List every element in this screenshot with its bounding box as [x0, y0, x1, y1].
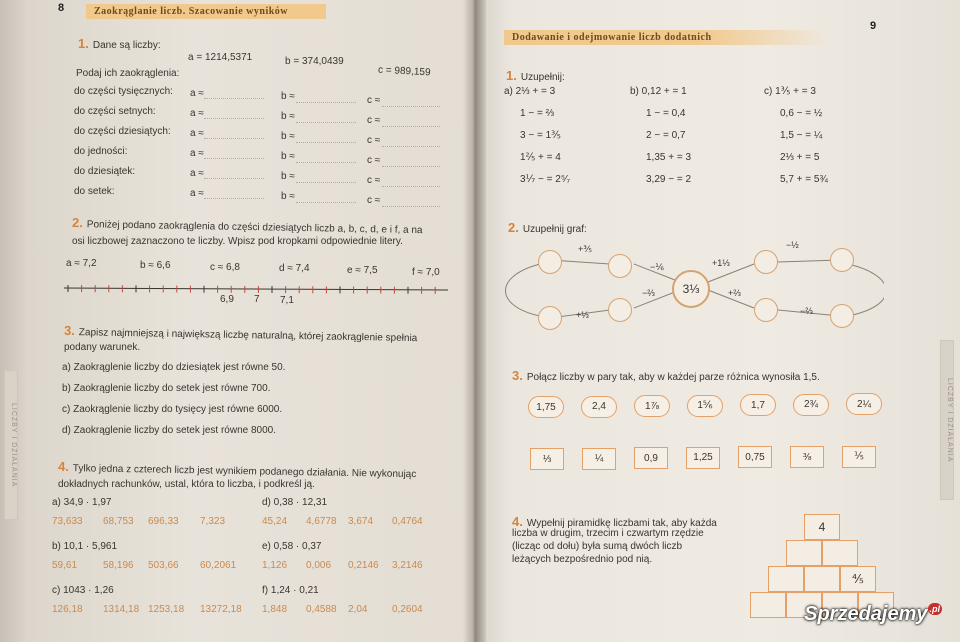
row-label: do jedności:: [74, 146, 128, 157]
section-header: Zaokrąglanie liczb. Szacowanie wyników: [86, 4, 326, 19]
answer-field[interactable]: [204, 138, 264, 139]
edge-label: −⅔: [642, 288, 655, 298]
col-c-label: c ≈: [367, 95, 381, 106]
col-b-label: b ≈: [281, 131, 295, 142]
answer-option[interactable]: 1314,18: [103, 604, 140, 615]
number-rect[interactable]: 0,75: [738, 446, 772, 468]
tick-label: 7: [254, 294, 260, 305]
equation: 3 − = 1⅗: [520, 130, 561, 141]
number-oval[interactable]: 2,4: [581, 396, 617, 418]
row-label: do setek:: [74, 186, 115, 197]
answer-field[interactable]: [382, 126, 440, 127]
equation: 1 − = 0,4: [646, 108, 686, 119]
pyramid-cell[interactable]: [822, 540, 858, 566]
col-b-label: b ≈: [281, 171, 295, 182]
edge-label: −½: [786, 240, 799, 250]
equation: 1,35 + = 3: [646, 152, 692, 163]
answer-option[interactable]: 3,2146: [392, 560, 423, 571]
number-rect[interactable]: ⅜: [790, 446, 824, 468]
number-rect[interactable]: ⅓: [530, 448, 564, 470]
answer-field[interactable]: [296, 182, 356, 183]
equation: 1 − = ⅔: [520, 108, 554, 119]
graph-node[interactable]: [830, 248, 854, 272]
number-oval[interactable]: 1,7: [740, 394, 776, 416]
col-a-label: a ≈: [190, 88, 204, 99]
ex4-line: 4. Wypełnij piramidkę liczbami tak, aby każda: [512, 514, 717, 529]
col-c-label: c ≈: [367, 175, 381, 186]
row-label: do części tysięcznych:: [74, 86, 173, 97]
answer-option[interactable]: 1,126: [262, 560, 288, 571]
col-a-label: a ≈: [190, 128, 204, 139]
approx-value: c ≈ 6,8: [210, 261, 240, 273]
col-c-label: c ≈: [367, 195, 381, 206]
number-rect[interactable]: ⅕: [842, 446, 876, 468]
col-b-label: b ≈: [281, 111, 295, 122]
ex3-text-2: podany warunek.: [64, 342, 141, 353]
equation: 2⅓ + = 5: [780, 152, 820, 163]
graph-node[interactable]: [608, 254, 632, 278]
col-c-label: c ≈: [367, 135, 381, 146]
answer-option[interactable]: 0,2604: [392, 604, 423, 615]
answer-field[interactable]: [296, 122, 356, 123]
answer-option[interactable]: 13272,18: [200, 604, 242, 615]
condition-item: a) Zaokrąglenie liczby do dziesiątek jest równe 50.: [62, 362, 286, 373]
answer-option[interactable]: 3,674: [348, 516, 374, 527]
answer-option[interactable]: 58,196: [103, 560, 134, 571]
ex1-task: Podaj ich zaokrąglenia:: [76, 68, 180, 79]
number-oval[interactable]: 1⅞: [634, 395, 670, 417]
answer-option[interactable]: 696,33: [148, 516, 179, 527]
equation: 5,7 + = 5¾: [780, 174, 828, 185]
answer-field[interactable]: [204, 98, 264, 99]
ex4-text-2: dokładnych rachunków, ustal, która to liczba, i podkreśl ją.: [58, 479, 315, 490]
answer-option[interactable]: 0,4764: [392, 516, 423, 527]
edge-label: −⅔: [800, 306, 813, 316]
ex4-line: liczba w drugim, trzecim i czwartym rzędzie: [512, 528, 704, 539]
equation: a) 2⅓ + = 3: [504, 86, 556, 97]
answer-field[interactable]: [382, 146, 440, 147]
answer-field[interactable]: [296, 142, 356, 143]
side-tab: LICZBY I DZIAŁANIA: [4, 370, 18, 520]
answer-field[interactable]: [382, 166, 440, 167]
number-rect[interactable]: 1,25: [686, 447, 720, 469]
answer-option[interactable]: 60,2061: [200, 560, 237, 571]
col-a-label: a ≈: [190, 188, 204, 199]
answer-field[interactable]: [296, 202, 356, 203]
equation: 2 − = 0,7: [646, 130, 686, 141]
ex4-line: (licząc od dołu) była sumą dwóch liczb: [512, 541, 683, 552]
equation: 1,5 − = ¼: [780, 130, 823, 141]
col-a-label: a ≈: [190, 108, 204, 119]
edge-label: −⅙: [650, 262, 664, 272]
tick-label: 7,1: [280, 295, 294, 306]
col-c-label: c ≈: [367, 155, 381, 166]
tick-label: 6,9: [220, 294, 234, 305]
answer-field[interactable]: [204, 158, 264, 159]
approx-value: b ≈ 6,6: [140, 259, 171, 271]
answer-field[interactable]: [382, 106, 440, 107]
ex3-text-1: 3. Zapisz najmniejszą i największą liczbę naturalną, której zaokrąglenie spełnia: [63, 322, 418, 345]
graph-node[interactable]: [608, 298, 632, 322]
number-oval[interactable]: 2¾: [793, 394, 829, 416]
answer-option[interactable]: 73,633: [52, 516, 83, 527]
operation-label: b) 10,1 · 5,961: [52, 541, 118, 552]
graph-node[interactable]: [754, 250, 778, 274]
ex1-c: c = 989,159: [377, 64, 431, 79]
approx-value: a ≈ 7,2: [66, 258, 97, 269]
condition-item: d) Zaokrąglenie liczby do setek jest równe 8000.: [62, 425, 277, 436]
graph-node[interactable]: [830, 304, 854, 328]
answer-field[interactable]: [204, 118, 264, 119]
ex4-line: leżących bezpośrednio pod nią.: [512, 554, 653, 565]
answer-option[interactable]: 4,6778: [306, 516, 337, 527]
equation: 3⅐ − = 2⁵⁄₇: [520, 174, 571, 185]
answer-field[interactable]: [382, 186, 440, 187]
answer-option[interactable]: 7,323: [200, 516, 226, 527]
answer-option[interactable]: 45,24: [262, 516, 288, 527]
condition-item: b) Zaokrąglenie liczby do setek jest równe 700.: [62, 383, 271, 394]
pyramid-cell: ⅘: [840, 566, 876, 592]
equation: 1⅖ + = 4: [520, 152, 561, 163]
pyramid-cell[interactable]: [804, 566, 840, 592]
ex3-title: 3. Połącz liczby w pary tak, aby w każdej parze różnica wynosiła 1,5.: [512, 368, 820, 383]
ex1-b: b = 374,0439: [285, 56, 344, 67]
book-gutter: [462, 0, 486, 642]
edge-label: +⅗: [578, 244, 592, 254]
right-page: [474, 0, 960, 642]
approx-value: d ≈ 7,4: [279, 263, 310, 275]
answer-option[interactable]: 0,4588: [306, 604, 337, 615]
graph-node[interactable]: [538, 250, 562, 274]
col-a-label: a ≈: [190, 148, 204, 159]
pyramid-cell[interactable]: [750, 592, 786, 618]
equation: 3,29 − = 2: [646, 174, 692, 185]
page-number: 8: [58, 2, 65, 14]
condition-item: c) Zaokrąglenie liczby do tysięcy jest równe 6000.: [62, 404, 283, 415]
side-tab: LICZBY I DZIAŁANIA: [940, 340, 954, 500]
answer-option[interactable]: 1253,18: [148, 604, 185, 615]
col-b-label: b ≈: [281, 191, 295, 202]
approx-value: f ≈ 7,0: [412, 267, 440, 278]
answer-option[interactable]: 2,04: [348, 604, 368, 615]
pyramid-cell[interactable]: [786, 540, 822, 566]
col-b-label: b ≈: [281, 151, 295, 162]
answer-option[interactable]: 126,18: [52, 604, 83, 615]
number-rect[interactable]: 0,9: [634, 447, 668, 469]
operation-label: e) 0,58 · 0,37: [262, 541, 322, 552]
edge-label: +⅓: [576, 310, 589, 320]
pyramid-top: 4: [804, 514, 840, 540]
edge-label: +1⅓: [712, 258, 730, 268]
ex2-title: 2. Uzupełnij graf:: [508, 220, 587, 235]
section-header: Dodawanie i odejmowanie liczb dodatnich: [504, 30, 824, 45]
watermark: Sprzedajemy .pl: [804, 603, 940, 625]
equation: 0,6 − = ½: [780, 108, 823, 119]
answer-option[interactable]: 0,2146: [348, 560, 379, 571]
ex1-intro: 1. Dane są liczby:: [78, 36, 161, 51]
answer-option[interactable]: 0,006: [306, 560, 332, 571]
number-rect[interactable]: ¼: [582, 448, 616, 470]
page-number: 9: [870, 20, 877, 32]
answer-field[interactable]: [296, 102, 356, 103]
edge-label: +⅔: [728, 288, 741, 298]
operation-label: a) 34,9 · 1,97: [52, 497, 112, 508]
answer-field[interactable]: [204, 198, 264, 199]
number-oval[interactable]: 1,75: [528, 396, 564, 418]
left-page: [0, 0, 478, 642]
answer-field[interactable]: [296, 162, 356, 163]
equation: c) 1⅗ + = 3: [764, 86, 816, 97]
operation-label: c) 1043 · 1,26: [52, 585, 114, 596]
answer-option[interactable]: 1,848: [262, 604, 288, 615]
number-oval[interactable]: 1⅚: [687, 395, 723, 417]
ex1-title: 1. Uzupełnij:: [506, 68, 565, 83]
answer-option[interactable]: 59,61: [52, 560, 78, 571]
graph-node[interactable]: [754, 298, 778, 322]
number-oval[interactable]: 2¼: [846, 393, 882, 415]
equation: b) 0,12 + = 1: [630, 86, 687, 97]
ex2-text-2: osi liczbowej zaznaczono te liczby. Wpisz pod kropkami odpowiednie litery.: [72, 236, 403, 247]
row-label: do części setnych:: [74, 106, 156, 117]
col-a-label: a ≈: [190, 168, 204, 179]
operation-label: d) 0,38 · 12,31: [262, 497, 328, 508]
answer-option[interactable]: 68,753: [103, 516, 134, 527]
answer-option[interactable]: 503,66: [148, 560, 179, 571]
ex4-text-1: 4. Tylko jedna z czterech liczb jest wynikiem podanego działania. Nie wykonując: [57, 458, 417, 481]
answer-field[interactable]: [204, 178, 264, 179]
ex1-a: a = 1214,5371: [188, 52, 253, 63]
col-b-label: b ≈: [281, 91, 295, 102]
col-c-label: c ≈: [367, 115, 381, 126]
approx-value: e ≈ 7,5: [347, 265, 378, 277]
answer-field[interactable]: [382, 206, 440, 207]
graph-node[interactable]: [538, 306, 562, 330]
ex2-text-1: 2. Poniżej podano zaokrąglenia do części dziesiątych liczb a, b, c, d, e i f, a na: [71, 214, 423, 237]
row-label: do części dziesiątych:: [74, 126, 171, 137]
row-label: do dziesiątek:: [74, 166, 136, 177]
operation-label: f) 1,24 · 0,21: [262, 585, 319, 596]
pyramid-cell[interactable]: [768, 566, 804, 592]
graph-center-node: 3⅓: [672, 270, 710, 308]
